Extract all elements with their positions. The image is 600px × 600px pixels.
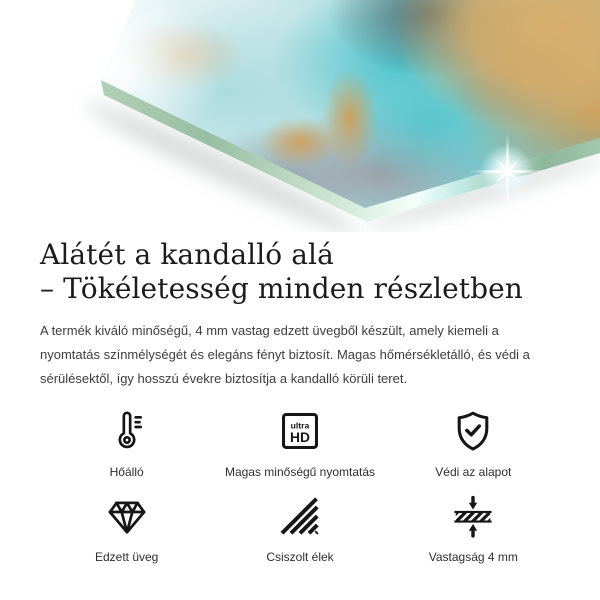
feature-tempered-glass [40, 493, 213, 565]
feature-label: Védi az alapot [435, 465, 512, 479]
feature-label: Vastagság 4 mm [428, 550, 518, 564]
title-line-2: – Tökéletesség minden részletben [40, 272, 523, 305]
feature-print-quality [213, 408, 386, 480]
polished-edges-icon [277, 493, 323, 539]
diamond-icon [103, 495, 151, 539]
ultra-hd-icon-text-top: ultra [290, 420, 310, 431]
feature-label: Edzett üveg [94, 550, 159, 564]
feature-label: Csiszolt élek [266, 550, 334, 564]
product-image [0, 0, 600, 232]
ultra-hd-icon-text-bottom: HD [290, 430, 310, 446]
content-section [0, 238, 600, 565]
feature-heat-resistant [40, 408, 213, 480]
features-grid [40, 408, 560, 565]
feature-polished-edges [213, 493, 386, 565]
thickness-icon [450, 493, 496, 539]
feature-label: Hőálló [109, 465, 144, 479]
feature-label: Magas minőségű nyomtatás [224, 465, 376, 479]
product-description: A termék kiváló minőségű, 4 mm vastag edzett üvegből készült, amely kiemeli a nyomtatás színmélységét és elegáns fényt biztosít. Magas hőmérsékletálló, és védi a sérülésektől, így hosszú évekre biztosítja a kandalló körüli teret. [40, 323, 530, 386]
page-title [40, 238, 560, 306]
feature-thickness [387, 493, 560, 565]
shield-check-icon [450, 408, 496, 454]
ultra-hd-icon [277, 408, 323, 454]
thermometer-icon [107, 408, 147, 454]
feature-protects-base [387, 408, 560, 480]
title-line-1: Alátét a kandalló alá [40, 238, 334, 271]
